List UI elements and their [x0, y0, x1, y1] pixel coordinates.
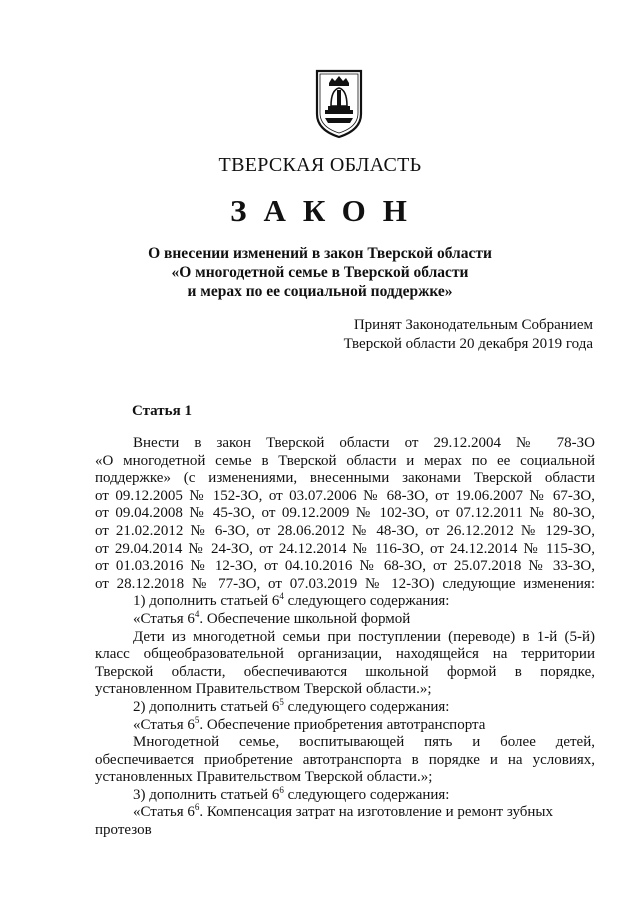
body-line: Тверской области, обеспечиваются школьной формой в порядке, — [95, 663, 595, 680]
adoption-note — [344, 316, 593, 354]
superscript: 4 — [194, 608, 200, 619]
text-run: 2) дополнить статьей 6 — [133, 698, 280, 715]
article-heading: Статья 1 — [132, 403, 192, 419]
superscript: 4 — [279, 591, 284, 602]
body-line: установленном Правительством Тверской области.»; — [95, 681, 432, 698]
law-title: ЗАКОН — [230, 193, 424, 228]
text-run: следующего содержания: — [283, 786, 450, 803]
body-line: «О многодетной семье в Тверской области и мерах по ее социальной — [95, 452, 595, 469]
body-line: протезов — [95, 822, 152, 839]
body-line: от 21.02.2012 № 6-ЗО, от 28.06.2012 № 48-ЗО, от 26.12.2012 № 129-ЗО, — [95, 522, 595, 539]
body-line: Дети из многодетной семьи при поступлении (переводе) в 1-й (5-й) — [133, 628, 595, 645]
superscript: 6 — [279, 784, 284, 795]
body-line: поддержке» (с изменениями, внесенными законами Тверской области — [95, 470, 595, 487]
subtitle-line: и мерах по ее социальной поддержке» — [187, 283, 453, 300]
text-run: «Статья 6 — [133, 610, 195, 627]
text-run: . Обеспечение приобретения автотранспорта — [199, 716, 486, 733]
region-name: ТВЕРСКАЯ ОБЛАСТЬ — [218, 154, 422, 176]
body-line: от 29.04.2014 № 24-ЗО, от 24.12.2014 № 116-ЗО, от 24.12.2014 № 115-ЗО, — [95, 540, 595, 557]
body-line: обеспечивается приобретение автотранспорта в порядке и на условиях, — [95, 751, 595, 768]
body-line — [95, 784, 595, 805]
body-line — [95, 696, 595, 717]
body-line — [95, 608, 595, 629]
body-line: от 01.03.2016 № 12-ЗО, от 04.10.2016 № 68-ЗО, от 25.07.2018 № 33-ЗО, — [95, 558, 595, 575]
text-run: следующего содержания: — [283, 698, 450, 715]
body-line — [95, 714, 595, 735]
body-line: от 09.12.2005 № 152-ЗО, от 03.07.2006 № 68-ЗО, от 19.06.2007 № 67-ЗО, — [95, 487, 595, 504]
coat-of-arms-icon — [314, 66, 364, 140]
body-line: Внести в закон Тверской области от 29.12.2004 № 78-ЗО — [133, 435, 595, 451]
text-run: «Статья 6 — [133, 804, 195, 821]
text-run: 1) дополнить статьей 6 — [133, 593, 280, 610]
text-run: . Обеспечение школьной формой — [199, 610, 411, 627]
superscript: 5 — [279, 696, 284, 707]
text-run: 3) дополнить статьей 6 — [133, 786, 280, 803]
law-subtitle — [0, 244, 640, 301]
article-body — [95, 435, 595, 840]
subtitle-line: «О многодетной семье в Тверской области — [171, 264, 469, 281]
body-line: от 28.12.2018 № 77-ЗО, от 07.03.2019 № 12-ЗО) следующие изменения: — [95, 575, 595, 592]
body-line: класс общеобразовательной организации, находящейся на территории — [95, 646, 595, 663]
body-line: от 09.04.2008 № 45-ЗО, от 09.12.2009 № 102-ЗО, от 07.12.2011 № 80-ЗО, — [95, 505, 595, 522]
adoption-line: Тверской области 20 декабря 2019 года — [343, 336, 593, 352]
body-line: установленных Правительством Тверской области.»; — [95, 769, 433, 786]
text-run: . Компенсация затрат на изготовление и ремонт зубных — [199, 804, 553, 821]
text-run: «Статья 6 — [133, 716, 195, 733]
body-line — [95, 804, 595, 822]
body-line — [95, 593, 595, 611]
subtitle-line: О внесении изменений в закон Тверской области — [148, 245, 492, 262]
body-line: Многодетной семье, воспитывающей пять и более детей, — [133, 734, 595, 751]
text-run: следующего содержания: — [283, 593, 450, 610]
superscript: 6 — [194, 802, 200, 813]
adoption-line: Принят Законодательным Собранием — [353, 317, 593, 333]
superscript: 5 — [194, 714, 200, 725]
